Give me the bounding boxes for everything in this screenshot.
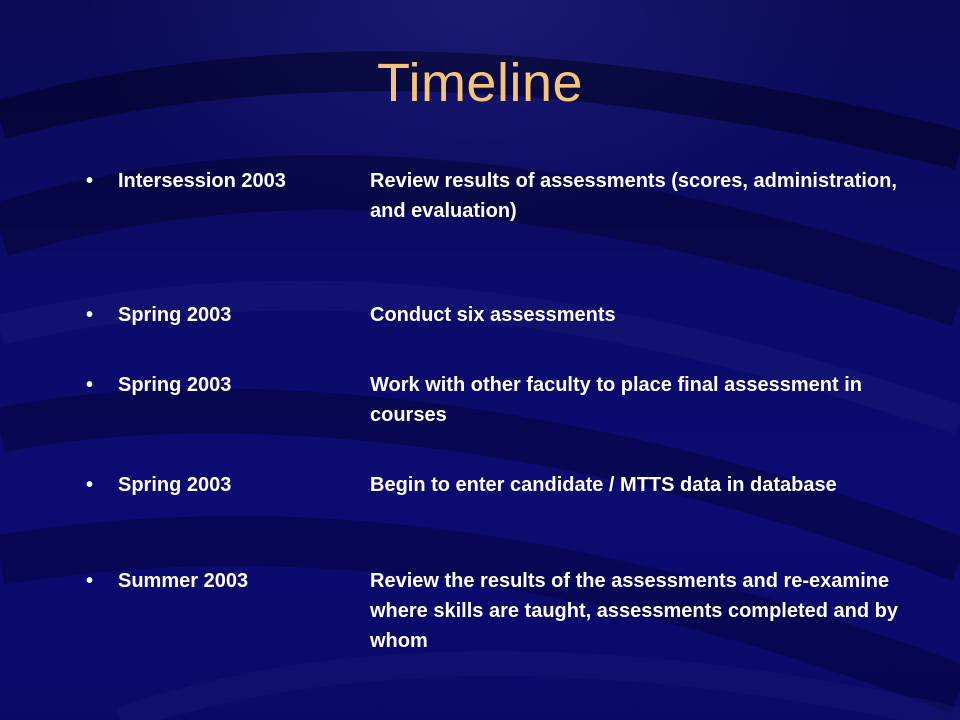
timeline-date: Spring 2003 — [118, 374, 232, 396]
bullet-glyph: • — [86, 570, 94, 592]
bullet-glyph: • — [86, 474, 94, 496]
timeline-date: Spring 2003 — [118, 304, 232, 326]
timeline-date: Spring 2003 — [118, 474, 232, 496]
timeline-date: Intersession 2003 — [118, 170, 286, 192]
slide-title: Timeline — [376, 53, 584, 113]
timeline-description: Review the results of the assessments and re-examine where skills are taught, assessments completed and by whom — [370, 570, 898, 652]
timeline-description: Review results of assessments (scores, administration, and evaluation) — [370, 170, 897, 222]
bullet-glyph: • — [86, 304, 94, 326]
timeline-description: Begin to enter candidate / MTTS data in database — [370, 474, 837, 496]
timeline-date: Summer 2003 — [118, 570, 249, 592]
timeline-description: Conduct six assessments — [370, 304, 616, 326]
bullet-glyph: • — [86, 374, 94, 396]
timeline-description: Work with other faculty to place final assessment in courses — [370, 374, 862, 426]
bullet-glyph: • — [86, 170, 94, 192]
